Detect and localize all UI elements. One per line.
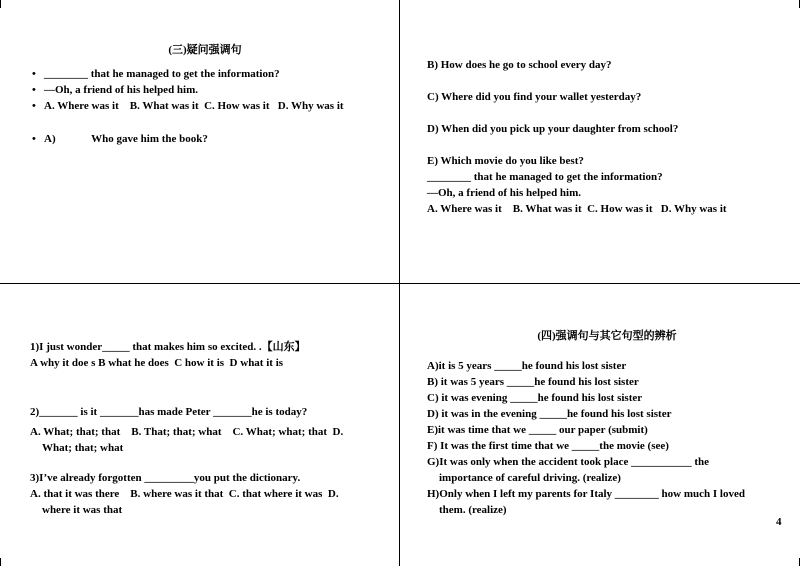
panel-title: (三)疑问强调句: [168, 44, 242, 56]
option-c: C) it was evening _____he found his lost sister: [427, 392, 643, 404]
option-h: H)Only when I left my parents for Italy ________ how much I loved: [427, 488, 745, 500]
question-line: —Oh, a friend of his helped him.: [427, 187, 582, 199]
question-3: 3)I’ve already forgotten _________you put the dictionary.: [30, 472, 301, 484]
question-1-options: A why it doe s B what he does C how it is D what it is: [30, 357, 284, 369]
bullet-item: • A) Who gave him the book?: [30, 131, 380, 147]
slide-panel-2: [427, 57, 787, 217]
corner-mark: [0, 558, 1, 566]
option-e: E)it was time that we _____ our paper (submit): [427, 424, 648, 436]
question-line: ________ that he managed to get the information?: [427, 171, 663, 183]
question-2: 2)_______ is it _______has made Peter _______he is today?: [30, 406, 308, 418]
slide-panel-3: [30, 339, 385, 518]
bullet-item: • —Oh, a friend of his helped him.: [30, 82, 380, 98]
option-b: B) it was 5 years _____he found his lost sister: [427, 376, 639, 388]
option-g: G)It was only when the accident took place ___________ the: [427, 456, 710, 468]
bullet-item: • ________ that he managed to get the information?: [30, 66, 380, 82]
question-line: B) How does he go to school every day?: [427, 59, 612, 71]
corner-mark: [0, 0, 1, 8]
question-1: 1)I just wonder_____ that makes him so excited. .【山东】: [30, 341, 306, 353]
question-2-options: A. What; that; that B. That; that; what C. What; what; that D.: [30, 426, 344, 438]
option-h-cont: them. (realize): [439, 504, 507, 516]
option-a: A)it is 5 years _____he found his lost sister: [427, 360, 627, 372]
question-line: E) Which movie do you like best?: [427, 155, 584, 167]
option-d: D) it was in the evening _____he found his lost sister: [427, 408, 672, 420]
question-3-options-cont: where it was that: [42, 504, 123, 516]
page-number: 4: [776, 516, 782, 528]
question-2-options-cont: What; that; what: [42, 442, 124, 454]
panel-title: (四)强调句与其它句型的辨析: [537, 330, 677, 342]
question-line: A. Where was it B. What was it C. How was it D. Why was it: [427, 203, 727, 215]
question-line: D) When did you pick up your daughter from school?: [427, 123, 679, 135]
question-line: C) Where did you find your wallet yesterday?: [427, 91, 642, 103]
slide-panel-1: [30, 42, 380, 147]
question-3-options: A. that it was there B. where was it that C. that where it was D.: [30, 488, 339, 500]
horizontal-divider: [0, 283, 800, 284]
bullet-item: • A. Where was it B. What was it C. How was it D. Why was it: [30, 98, 380, 114]
option-f: F) It was the first time that we _____the movie (see): [427, 440, 669, 452]
option-g-cont: importance of careful driving. (realize): [439, 472, 621, 484]
slide-panel-4: [427, 328, 787, 518]
